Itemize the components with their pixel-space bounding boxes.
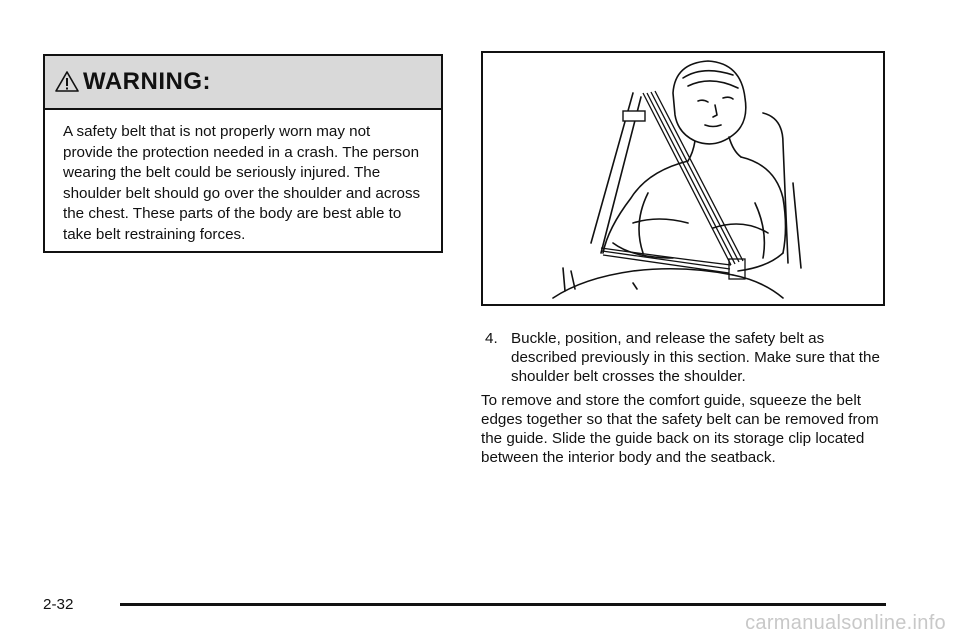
warning-title: WARNING: [83,68,211,95]
step-text: Buckle, position, and release the safety belt as described previously in this section. Make sure that the shoulder belt crosses the shoulder. [511,330,880,385]
warning-triangle-icon [55,70,79,94]
warning-text: A safety belt that is not properly worn may not provide the protection needed in a crash. The person wearing the belt could be seriously injured. The shoulder belt should go over the shoulder and across the chest. These parts of the body are best able to take belt restraining forces. [63,123,421,243]
illustration-drawing [483,53,883,304]
step-number: 4. [485,330,498,347]
step-4 [485,329,885,386]
comfort-guide-paragraph: To remove and store the comfort guide, squeeze the belt edges together so that the safety belt can be removed from the guide. Slide the guide back on its storage clip located between the interior body and the seatback. [481,392,879,466]
page-number: 2-32 [43,596,74,613]
warning-box [43,54,443,253]
footer-rule [120,603,886,606]
watermark: carmanualsonline.info [745,612,946,634]
child-seatbelt-illustration [481,51,885,306]
warning-header [45,56,441,110]
